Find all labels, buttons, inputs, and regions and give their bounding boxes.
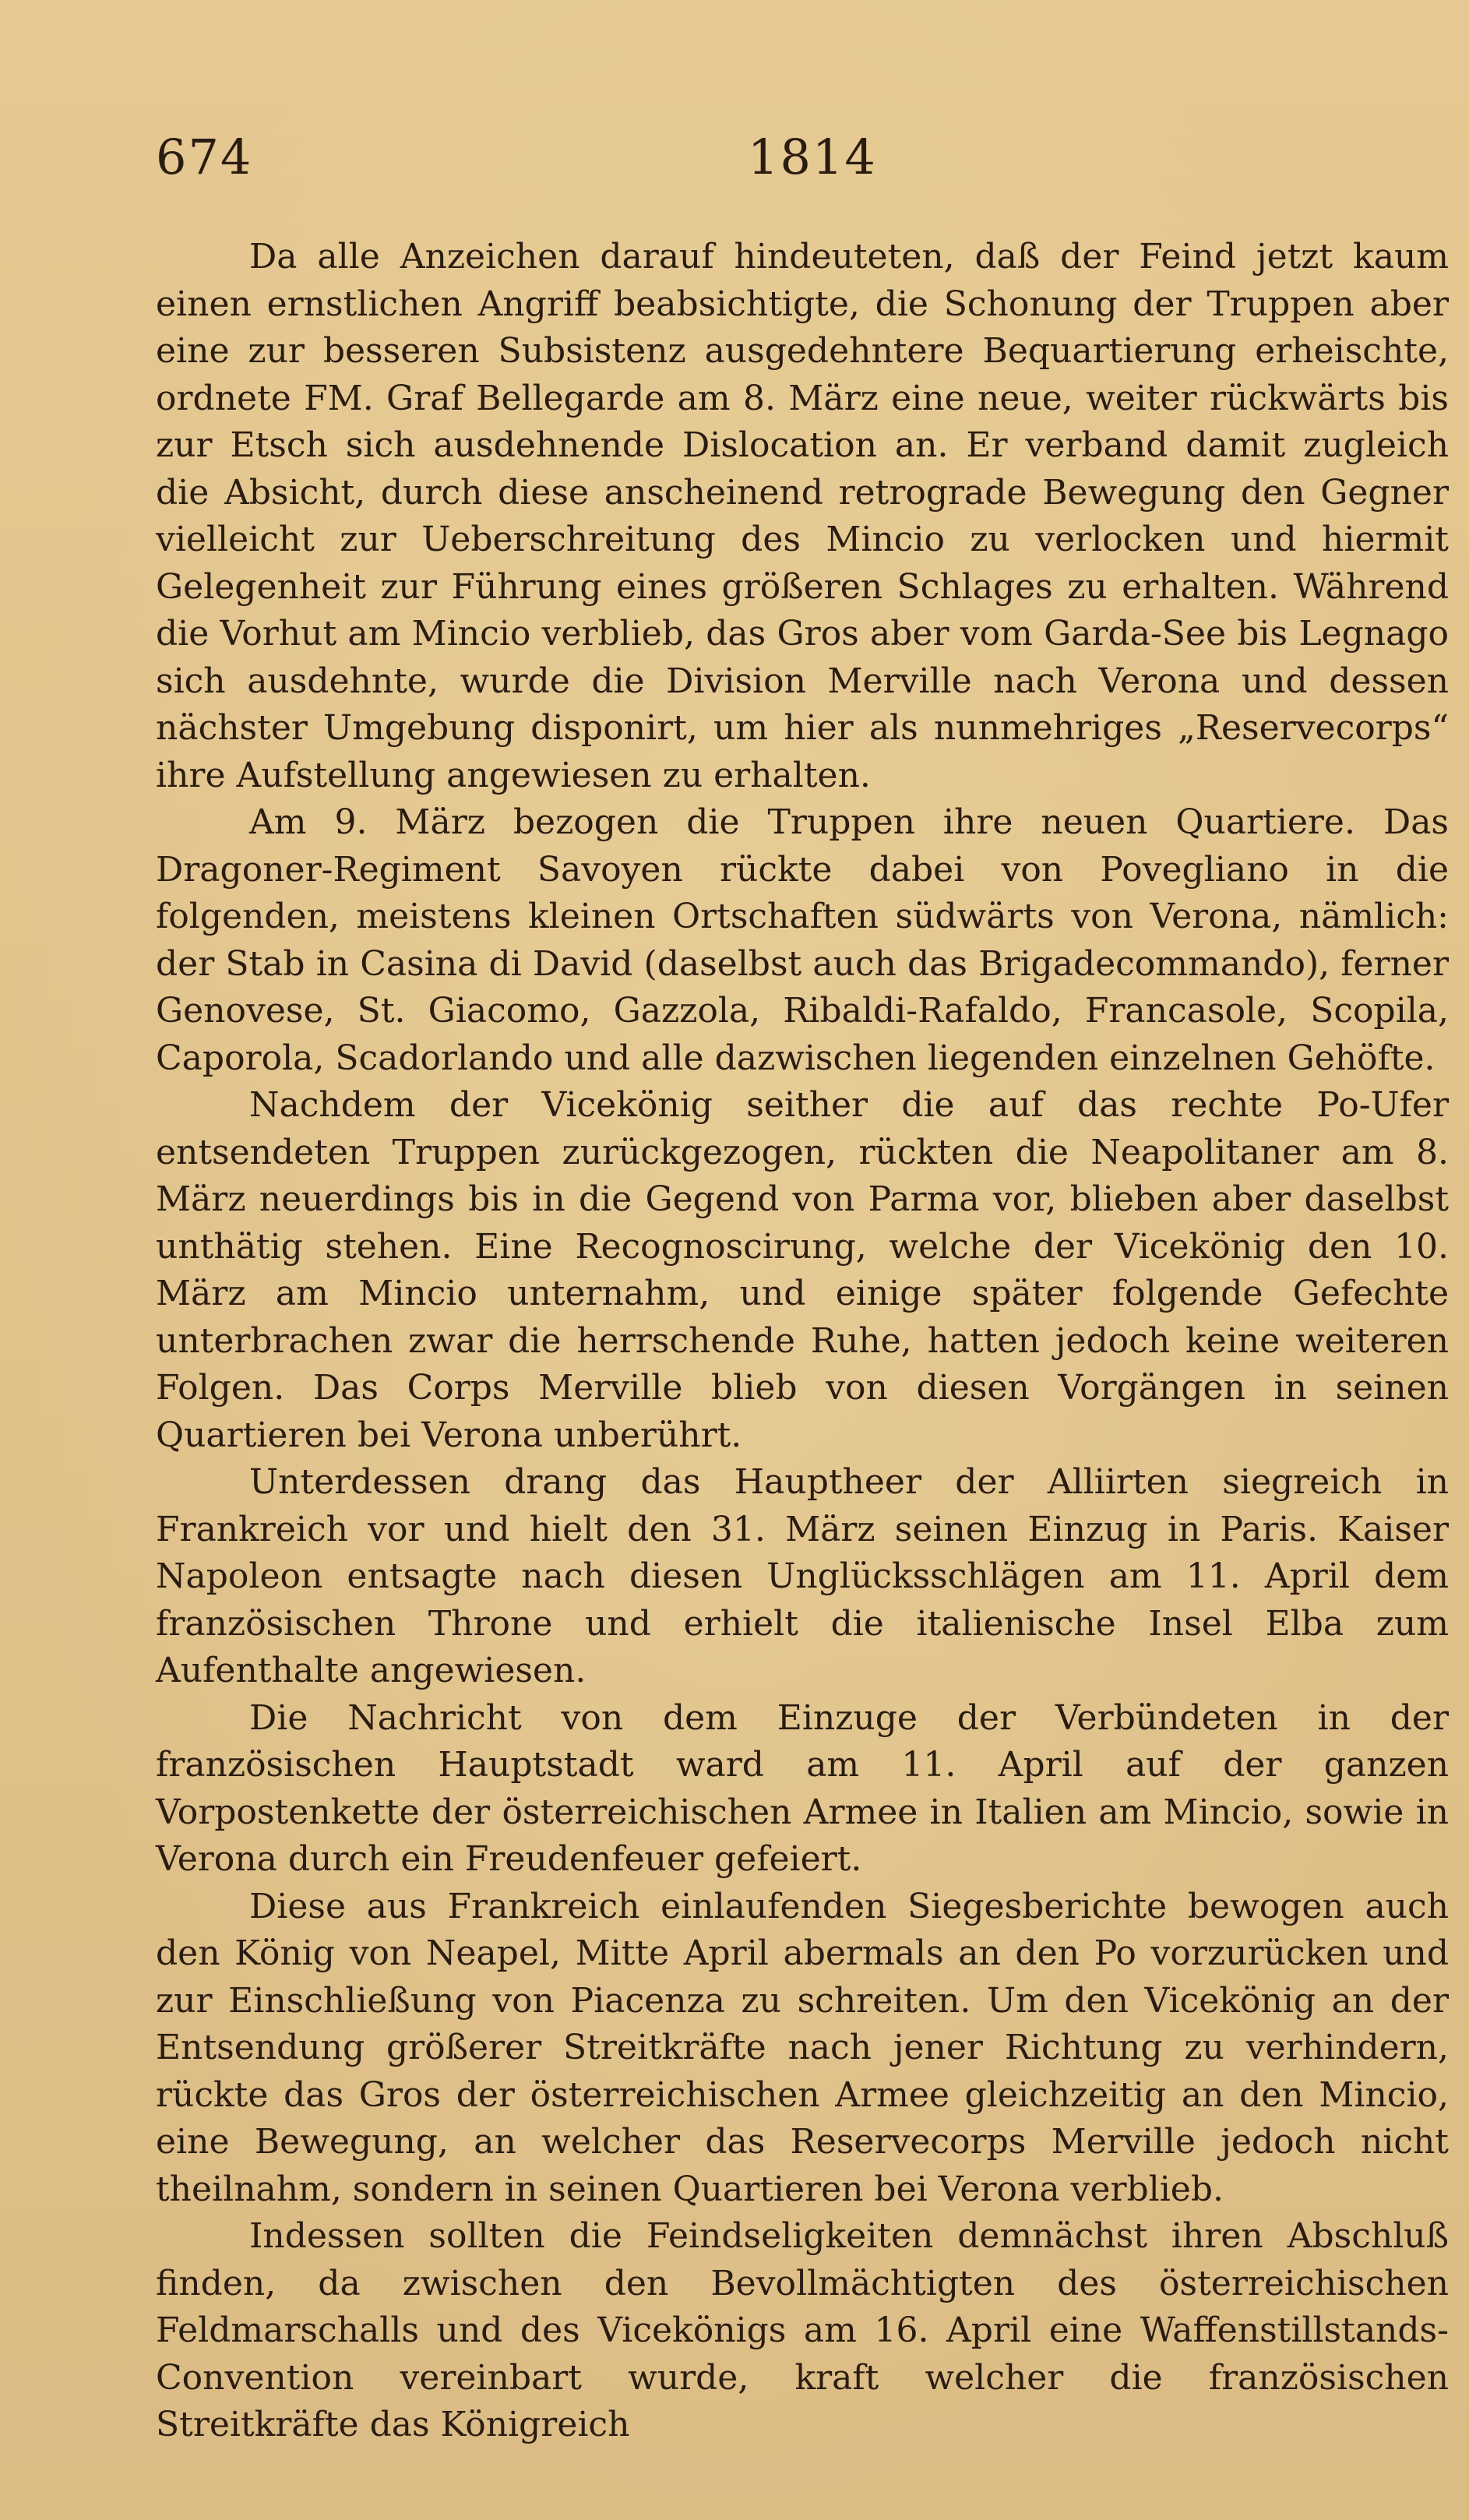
paragraph-6: Diese aus Frankreich einlaufenden Siegesberichte bewogen auch den König von Neapel, Mitte April abermals an den Po vorzurücken und zur Einschließung von Piacenza zu schreiten. Um den Vicekönig an der Entsendung größerer Streitkräfte nach jener Richtung zu verhindern, rückte das Gros der österreichischen Armee gleichzeitig an den Mincio, eine Bewegung, an welcher das Reservecorps Merville jedoch nicht theilnahm, sondern in seinen Quartieren bei Verona verblieb. [156, 1886, 1449, 2209]
paragraph-3: Nachdem der Vicekönig seither die auf das rechte Po-Ufer entsendeten Truppen zurückgezogen, rückten die Neapolitaner am 8. März neuerdings bis in die Gegend von Parma vor, blieben aber daselbst unthätig stehen. Eine Recognoscirung, welche der Vicekönig den 10. März am Mincio unternahm, und einige später folgende Gefechte unterbrachen zwar die herrschende Ruhe, hatten jedoch keine weiteren Folgen. Das Corps Merville blieb von diesen Vorgängen in seinen Quartieren bei Verona unberührt. [156, 1085, 1449, 1455]
page-number: 674 [156, 129, 253, 185]
running-head-year: 1814 [748, 129, 877, 185]
paragraph-2: Am 9. März bezogen die Truppen ihre neuen Quartiere. Das Dragoner-Regiment Savoyen rückte dabei von Povegliano in die folgenden, meistens kleinen Ortschaften südwärts von Verona, nämlich: der Stab in Casina di David (daselbst auch das Brigadecommando), ferner Genovese, St. Giacomo, Gazzola, Ribaldi-Rafaldo, Francasole, Scopila, Caporola, Scadorlando und alle dazwischen liegenden einzelnen Gehöfte. [156, 802, 1449, 1078]
paragraph-4: Unterdessen drang das Hauptheer der Alliirten siegreich in Frankreich vor und hielt den 31. März seinen Einzug in Paris. Kaiser Napoleon entsagte nach diesen Unglücksschlägen am 11. April dem französischen Throne und erhielt die italienische Insel Elba zum Aufenthalte angewiesen. [156, 1462, 1449, 1690]
paragraph-7: Indessen sollten die Feindseligkeiten demnächst ihren Abschluß finden, da zwischen den Bevollmächtigten des österreichischen Feldmarschalls und des Vicekönigs am 16. April eine Waffenstillstands-Convention vereinbart wurde, kraft welcher die französischen Streitkräfte das Königreich [156, 2216, 1449, 2444]
paragraph-1: Da alle Anzeichen darauf hindeuteten, daß der Feind jetzt kaum einen ernstlichen Angriff beabsichtigte, die Schonung der Truppen aber eine zur besseren Subsistenz ausgedehntere Bequartierung erheischte, ordnete FM. Graf Bellegarde am 8. März eine neue, weiter rückwärts bis zur Etsch sich ausdehnende Dislocation an. Er verband damit zugleich die Absicht, durch diese anscheinend retrograde Bewegung den Gegner vielleicht zur Ueberschreitung des Mincio zu verlocken und hiermit Gelegenheit zur Führung eines größeren Schlages zu erhalten. Während die Vorhut am Mincio verblieb, das Gros aber vom Garda-See bis Legnago sich ausdehnte, wurde die Division Merville nach Verona und dessen nächster Umgebung disponirt, um hier als nunmehriges „Reservecorps“ ihre Aufstellung angewiesen zu erhalten. [156, 237, 1449, 795]
paragraph-5: Die Nachricht von dem Einzuge der Verbündeten in der französischen Hauptstadt ward am 11. April auf der ganzen Vorpostenkette der österreichischen Armee in Italien am Mincio, sowie in Verona durch ein Freudenfeuer gefeiert. [156, 1697, 1449, 1879]
page-header [156, 129, 1464, 199]
body-text [156, 234, 1449, 2449]
